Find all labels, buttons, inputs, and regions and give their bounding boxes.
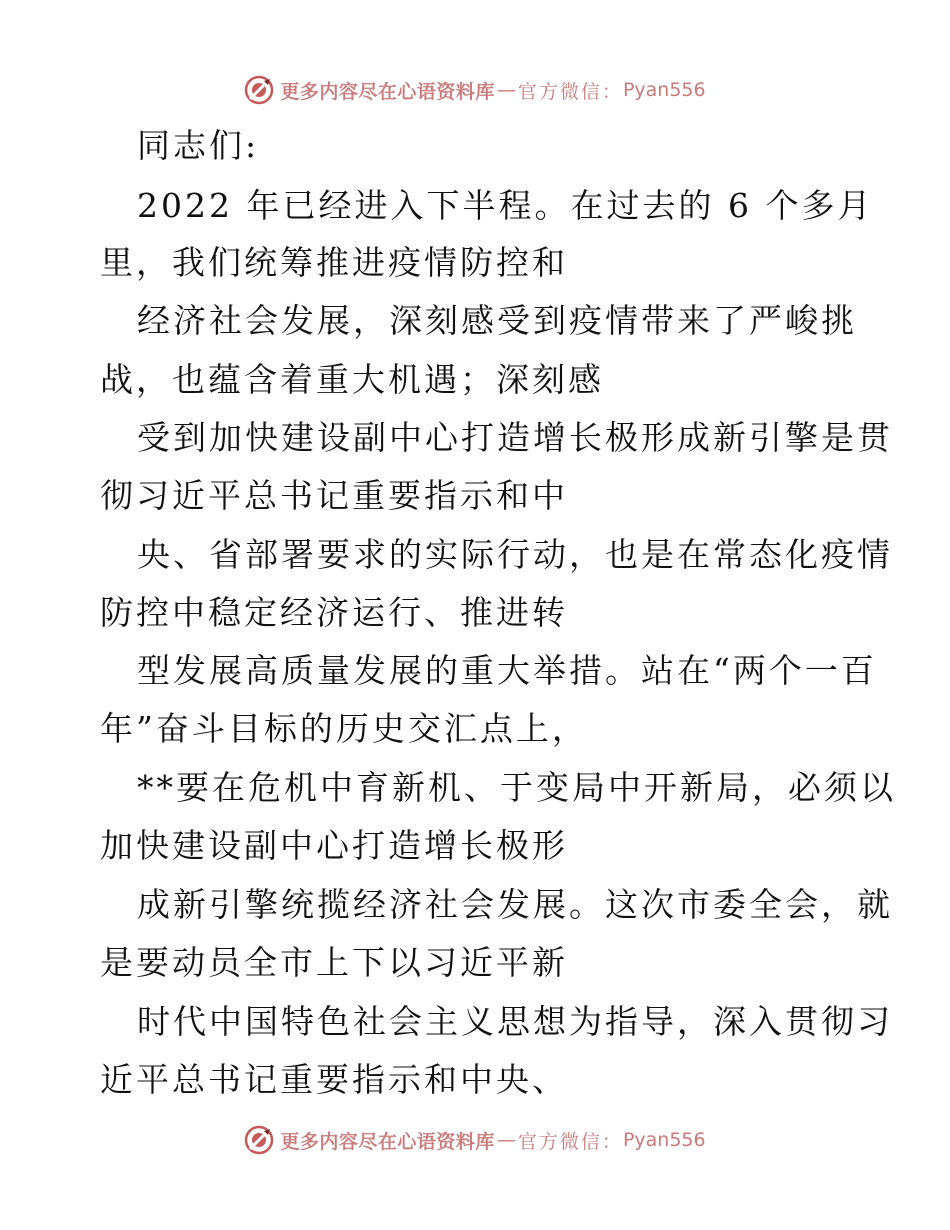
paragraph-line: 成新引擎统揽经济社会发展。这次市委全会，就	[137, 885, 893, 924]
paragraph-line: 年”奋斗目标的历史交汇点上，	[100, 709, 588, 748]
watermark-text: 更多内容尽在心语资料库	[280, 1130, 495, 1153]
watermark-text: 更多内容尽在心语资料库	[280, 80, 495, 103]
paragraph-line: 2022 年已经进入下半程。在过去的 6 个多月	[137, 186, 874, 225]
footer-watermark	[0, 1120, 950, 1160]
paragraph-line: 时代中国特色社会主义思想为指导，深入贯彻习	[137, 1002, 893, 1041]
paragraph-line: 是要动员全市上下以习近平新	[100, 943, 568, 982]
paragraph-line: 战，也蕴含着重大机遇；深刻感	[100, 360, 604, 399]
salutation-line: 同志们:	[137, 126, 260, 165]
watermark-wechat-id: Pyan556	[622, 79, 706, 101]
paragraph-line: 经济社会发展，深刻感受到疫情带来了严峻挑	[137, 301, 857, 340]
paragraph-line: 受到加快建设副中心打造增长极形成新引擎是贯	[137, 418, 893, 457]
watermark-dash: —	[496, 79, 516, 101]
watermark-wechat-id: Pyan556	[622, 1129, 706, 1151]
watermark-logo-icon	[244, 1125, 274, 1155]
paragraph-line: 加快建设副中心打造增长极形	[100, 826, 568, 865]
paragraph-line: **要在危机中育新机、于变局中开新局，必须以	[137, 768, 896, 807]
watermark-label: 官方微信：	[517, 1130, 623, 1153]
paragraph-line: 防控中稳定经济运行、推进转	[100, 593, 568, 632]
watermark-logo-icon	[244, 75, 274, 105]
paragraph-line: 里，我们统筹推进疫情防控和	[100, 243, 568, 282]
header-watermark	[0, 70, 950, 110]
paragraph-line: 型发展高质量发展的重大举措。站在“两个一百	[137, 651, 877, 690]
paragraph-line: 央、省部署要求的实际行动，也是在常态化疫情	[137, 535, 893, 574]
paragraph-line: 近平总书记重要指示和中央、	[100, 1060, 568, 1099]
watermark-label: 官方微信：	[517, 80, 623, 103]
watermark-dash: —	[496, 1129, 516, 1151]
paragraph-line: 彻习近平总书记重要指示和中	[100, 476, 568, 515]
